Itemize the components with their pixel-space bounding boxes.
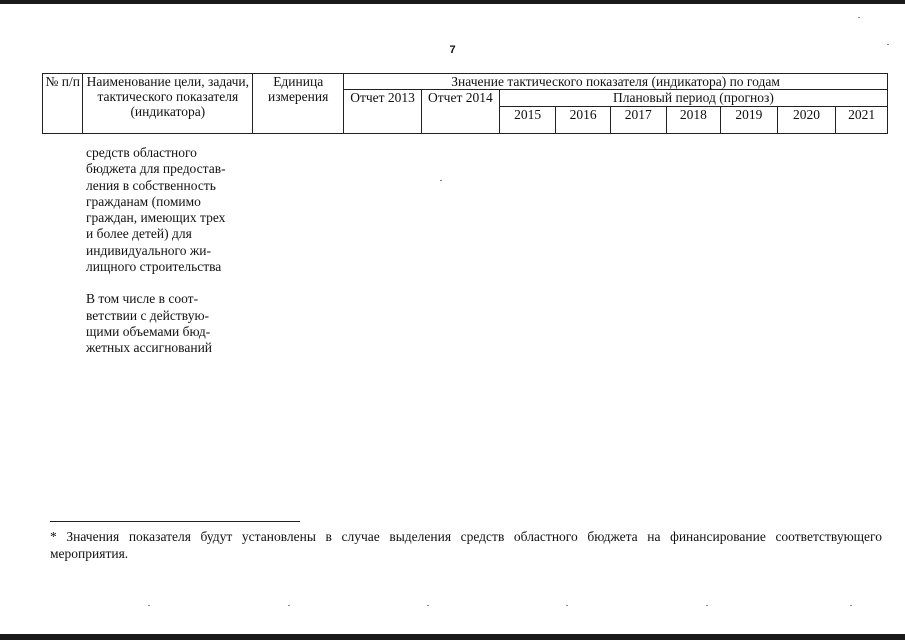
scan-edge-bottom <box>0 634 905 640</box>
scan-speck <box>566 605 568 606</box>
indicator-table <box>42 73 888 134</box>
scan-speck <box>850 605 852 606</box>
text-line: индивидуального жи- <box>86 242 211 258</box>
text-line: средств областного <box>86 145 197 160</box>
header-year-2016: 2016 <box>556 107 611 134</box>
header-number: № п/п <box>43 74 83 134</box>
scan-speck <box>858 17 860 18</box>
scan-speck <box>288 605 290 606</box>
scan-speck <box>440 180 442 181</box>
text-line: ветствии с действую- <box>86 307 210 323</box>
header-year-2015: 2015 <box>499 107 556 134</box>
header-unit: Единица измерения <box>253 74 344 134</box>
page-number: 7 <box>449 44 456 56</box>
scan-speck <box>887 44 889 45</box>
text-line: щими объемами бюд- <box>86 323 211 339</box>
header-values-by-year: Значение тактического показателя (индикатора) по годам <box>344 74 888 90</box>
text-line: жетных ассигнований <box>86 340 213 356</box>
scan-speck <box>427 605 429 606</box>
header-year-2021: 2021 <box>836 107 888 134</box>
scan-speck <box>148 605 150 606</box>
header-year-2017: 2017 <box>610 107 666 134</box>
text-line: гражданам (помимо <box>86 193 201 209</box>
text-line: и более детей) для <box>86 226 192 242</box>
text-line: лищного строительства <box>86 259 222 275</box>
footnote: * Значения показателя будут установлены в случае выделения средств областного бюджета на финансирование соответствующего мероприятия. <box>50 529 882 561</box>
scan-edge-top <box>0 0 905 4</box>
scan-speck <box>706 605 708 606</box>
header-report-2013: Отчет 2013 <box>344 90 422 134</box>
text-line: бюджета для предостав- <box>86 161 226 177</box>
header-plan-period: Плановый период (прогноз) <box>499 90 887 107</box>
footnote-rule <box>50 521 300 522</box>
header-year-2019: 2019 <box>721 107 778 134</box>
header-year-2018: 2018 <box>666 107 721 134</box>
header-indicator-name: Наименование цели, задачи, тактического показателя (индикатора) <box>83 74 253 134</box>
text-line: ления в собственность <box>86 177 216 193</box>
header-year-2020: 2020 <box>777 107 836 134</box>
header-report-2014: Отчет 2014 <box>421 90 499 134</box>
continued-indicator-text <box>86 145 244 357</box>
text-line: В том числе в соот- <box>86 291 199 307</box>
text-line: граждан, имеющих трех <box>86 210 226 226</box>
